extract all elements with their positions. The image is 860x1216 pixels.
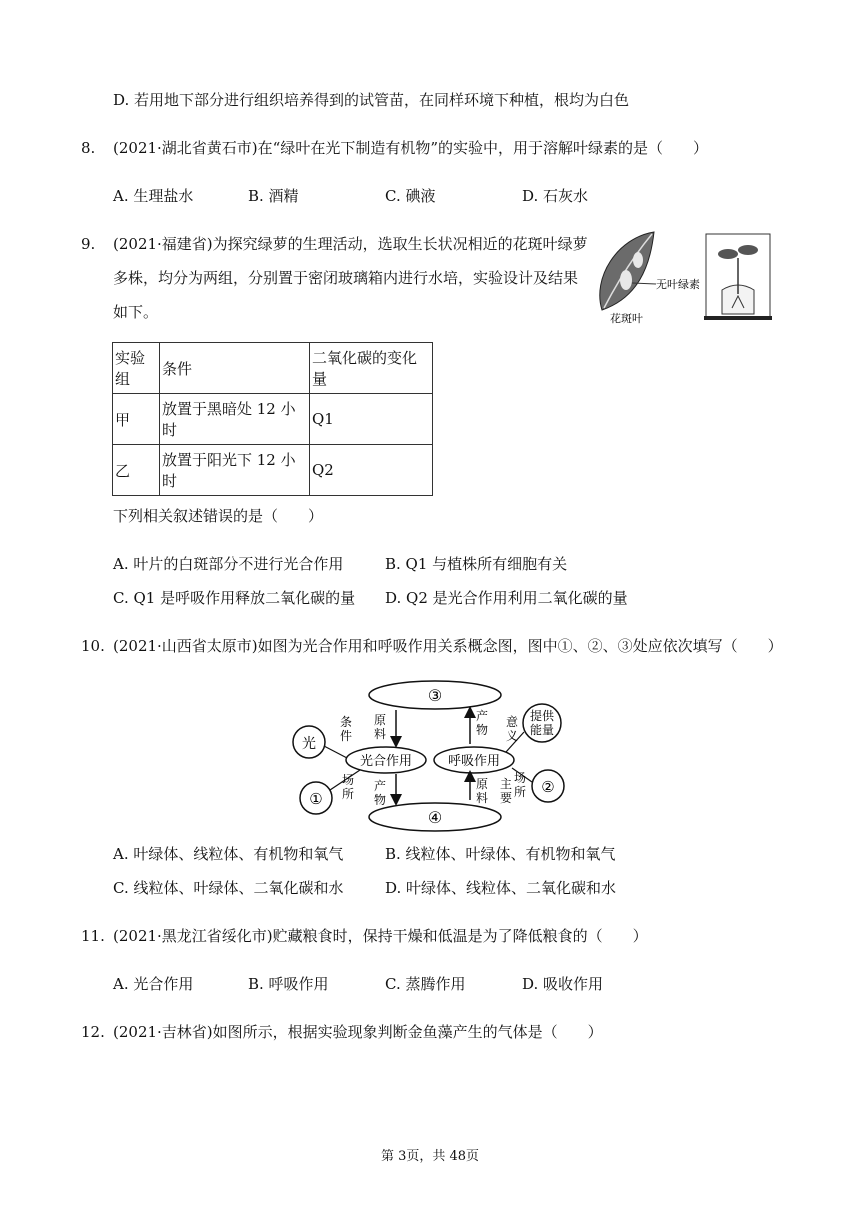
q9-label-leaf: 花斑叶 [610,312,643,324]
q10-concept-diagram [290,678,580,834]
q9-option-d: D. Q2 是光合作用利用二氧化碳的量 [385,589,628,607]
diagram-label-prod2-1: 产 [476,709,489,723]
q11-option-d: D. 吸收作用 [522,975,604,993]
q10-option-b: B. 线粒体、叶绿体、有机物和氧气 [385,845,616,863]
table-cell: Q1 [310,394,433,445]
table-header-row [113,343,433,394]
diagram-label-raw2-2: 料 [476,791,489,805]
q9-option-a: A. 叶片的白斑部分不进行光合作用 [113,555,344,573]
q9-after: 下列相关叙述错误的是（ ） [113,507,324,525]
q8-number: 8. [81,139,96,157]
q11-option-b: B. 呼吸作用 [248,975,329,993]
q9-label-no-chlorophyll: 无叶绿素 [656,278,700,291]
table-cell: 放置于黑暗处 12 小时 [160,394,310,445]
table-row [113,445,433,496]
q7-option-d: D. 若用地下部分进行组织培养得到的试管苗，在同样环境下种植，根均为白色 [113,91,630,109]
q8-stem: (2021·湖北省黄石市)在“绿叶在光下制造有机物”的实验中，用于溶解叶绿素的是（ ） [113,139,708,157]
q8-option-d: D. 石灰水 [522,187,589,205]
diagram-label-place2-1: 场 [514,771,527,785]
diagram-photosynthesis: 光合作用 [359,754,413,769]
q11-option-a: A. 光合作用 [113,975,194,993]
diagram-label-main-2: 要 [500,791,513,805]
q8-option-a: A. 生理盐水 [113,187,194,205]
diagram-label-place-1: 场 [342,773,355,787]
diagram-energy-2: 能量 [529,723,555,737]
q9-stem-line1: (2021·福建省)为探究绿萝的生理活动，选取生长状况相近的花斑叶绿萝 [113,235,588,253]
q12-number: 12. [81,1023,105,1041]
q10-option-a: A. 叶绿体、线粒体、有机物和氧气 [113,845,344,863]
diagram-label-place-2: 所 [342,787,355,801]
diagram-label-prod2-2: 物 [476,723,489,737]
diagram-label-prod1-2: 物 [374,793,387,807]
q9-stem-line3: 如下。 [113,303,159,321]
table-header: 二氧化碳的变化量 [310,343,433,394]
diagram-energy-1: 提供 [529,709,555,723]
q10-option-d: D. 叶绿体、线粒体、二氧化碳和水 [385,879,617,897]
table-header: 条件 [160,343,310,394]
diagram-label-mean-1: 意 [506,715,519,729]
q9-stem-line2: 多株，均分为两组，分别置于密闭玻璃箱内进行水培，实验设计及结果 [113,269,579,287]
diagram-label-raw2-1: 原 [476,777,489,791]
q12-stem: (2021·吉林省)如图所示，根据实验现象判断金鱼藻产生的气体是（ ） [113,1023,603,1041]
diagram-circle-2: ② [541,778,555,796]
diagram-circle-3: ③ [427,686,443,705]
diagram-label-cond-2: 件 [340,729,353,743]
diagram-circle-4: ④ [427,808,443,827]
diagram-label-prod1-1: 产 [374,779,387,793]
q10-stem: (2021·山西省太原市)如图为光合作用和呼吸作用关系概念图，图中①、②、③处应依次填写（ ） [113,637,783,655]
diagram-label-main-1: 主 [500,777,513,791]
q9-option-b: B. Q1 与植株所有细胞有关 [385,555,568,573]
q11-option-c: C. 蒸腾作用 [385,975,466,993]
table-cell: 甲 [113,394,160,445]
q10-number: 10. [81,637,105,655]
diagram-label-cond-1: 条 [340,715,353,729]
diagram-light: 光 [302,736,316,752]
diagram-label-raw1-1: 原 [374,713,387,727]
q11-number: 11. [81,927,105,945]
table-cell: Q2 [310,445,433,496]
q9-plant-figure [592,228,774,324]
diagram-respiration: 呼吸作用 [447,754,501,769]
q9-number: 9. [81,235,96,253]
diagram-label-mean-2: 义 [506,729,519,743]
q11-stem: (2021·黑龙江省绥化市)贮藏粮食时，保持干燥和低温是为了降低粮食的（ ） [113,927,648,945]
q8-option-c: C. 碘液 [385,187,436,205]
table-header: 实验组 [113,343,160,394]
table-cell: 放置于阳光下 12 小时 [160,445,310,496]
page-footer: 第 3页，共 48页 [380,1149,480,1164]
diagram-label-raw1-2: 料 [374,727,387,741]
diagram-label-place2-2: 所 [514,785,527,799]
q9-experiment-table [112,342,433,496]
q8-option-b: B. 酒精 [248,187,299,205]
q9-option-c: C. Q1 是呼吸作用释放二氧化碳的量 [113,589,356,607]
diagram-circle-1: ① [309,790,323,808]
table-row [113,394,433,445]
q10-option-c: C. 线粒体、叶绿体、二氧化碳和水 [113,879,344,897]
table-cell: 乙 [113,445,160,496]
